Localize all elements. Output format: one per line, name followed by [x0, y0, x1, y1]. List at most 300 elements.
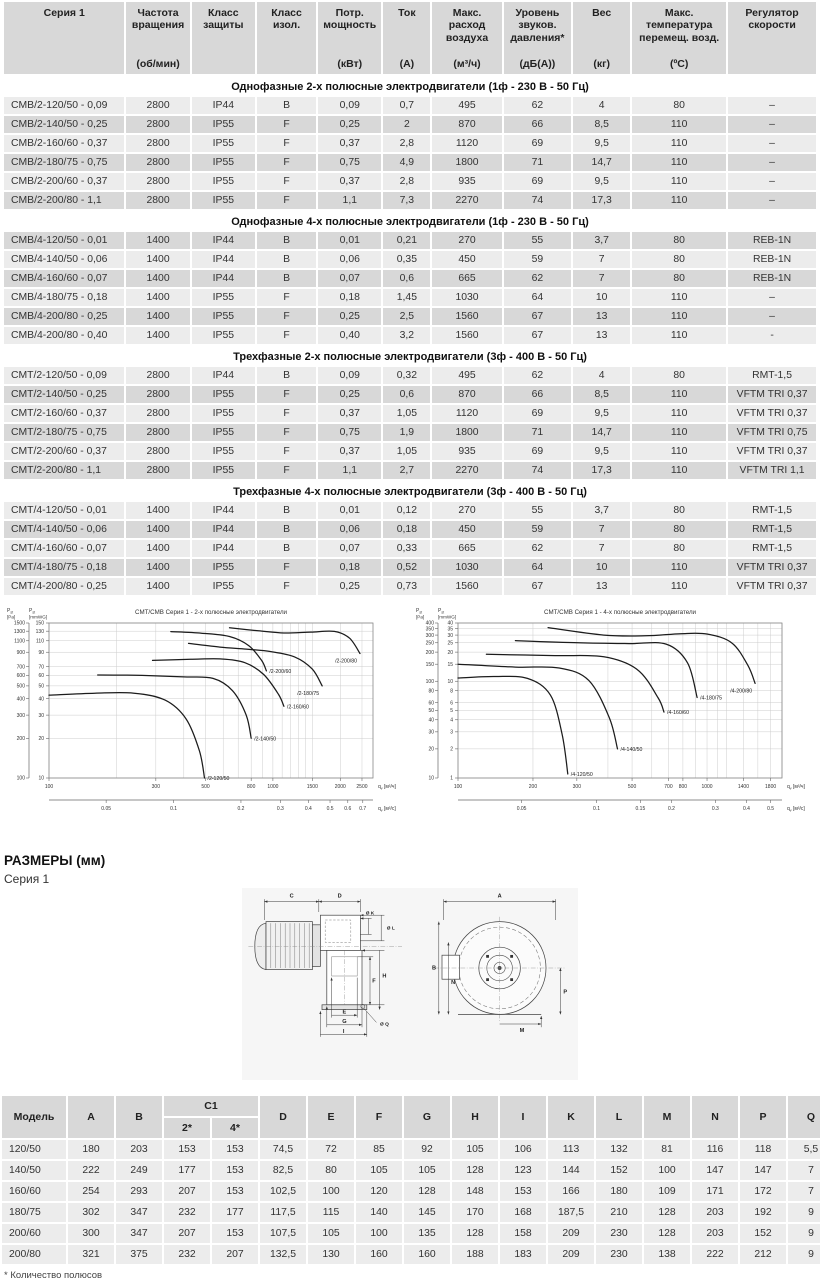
svg-text:CMT/CMB Серия 1 - 2-х полюсны: CMT/CMB Серия 1 - 2-х полюсные электродвигатели: [134, 609, 288, 616]
spec-cell: CMT/2-160/60 - 0,37: [4, 405, 124, 422]
spec-cell: IP44: [192, 521, 255, 538]
spec-cell: –: [728, 135, 816, 152]
svg-text:1800: 1800: [765, 784, 777, 790]
spec-cell: B: [257, 270, 316, 287]
curve-label: /2-120/50: [207, 776, 230, 782]
dims-cell: 132,5: [260, 1245, 306, 1264]
spec-cell: 1400: [126, 289, 189, 306]
spec-cell: 0,7: [383, 97, 430, 114]
dims-cell: 203: [692, 1224, 738, 1243]
dims-cell: 128: [404, 1182, 450, 1201]
svg-text:70: 70: [38, 664, 44, 671]
spec-cell: 110: [632, 559, 726, 576]
spec-cell: IP55: [192, 116, 255, 133]
spec-cell: F: [257, 424, 316, 441]
svg-text:Pst: $P_{st}$: [7, 608, 14, 615]
spec-cell: B: [257, 367, 316, 384]
spec-cell: CMB/4-140/50 - 0,06: [4, 251, 124, 268]
dims-cell: 138: [644, 1245, 690, 1264]
svg-text:qv [м³/ч]: $q_v$ [м³/ч]: [378, 784, 396, 791]
dims-cell: 123: [500, 1161, 546, 1180]
svg-text:100: 100: [44, 784, 54, 790]
spec-cell: CMB/2-200/60 - 0,37: [4, 173, 124, 190]
svg-text:15: 15: [447, 661, 453, 668]
spec-column-header: Макс. расход воздуха (м³/ч): [432, 2, 501, 74]
dims-cell: 100: [308, 1182, 354, 1201]
spec-cell: 110: [632, 173, 726, 190]
spec-cell: 69: [504, 405, 571, 422]
fan-curve: [171, 632, 267, 671]
spec-cell: VFTM TRI 0,75: [728, 424, 816, 441]
spec-cell: 2800: [126, 462, 189, 479]
spec-cell: 80: [632, 270, 726, 287]
section-title: Трехфазные 2-х полюсные электродвигатели (3ф - 400 В - 50 Гц): [4, 346, 816, 365]
spec-cell: 0,21: [383, 232, 430, 249]
dims-cell: 115: [308, 1203, 354, 1222]
spec-cell: 1400: [126, 502, 189, 519]
dims-cell: 249: [116, 1161, 162, 1180]
spec-cell: CMT/4-120/50 - 0,01: [4, 502, 124, 519]
spec-cell: 2800: [126, 135, 189, 152]
spec-cell: 0,75: [318, 154, 381, 171]
spec-row: [4, 135, 816, 152]
curve-label: /2-140/50: [254, 736, 277, 743]
spec-cell: 665: [432, 540, 501, 557]
spec-cell: IP55: [192, 386, 255, 403]
spec-cell: CMB/4-120/50 - 0,01: [4, 232, 124, 249]
spec-cell: 2,7: [383, 462, 430, 479]
fan-curve: [458, 676, 568, 774]
dims-cell: 106: [500, 1140, 546, 1159]
spec-row: [4, 559, 816, 576]
spec-cell: F: [257, 578, 316, 595]
svg-text:0.4: 0.4: [304, 806, 312, 812]
curve-label: /4-140/50: [620, 746, 643, 753]
dims-cell: 222: [692, 1245, 738, 1264]
spec-cell: 64: [504, 289, 571, 306]
spec-cell: 1030: [432, 559, 501, 576]
spec-cell: 0,73: [383, 578, 430, 595]
dims-cell: 7: [788, 1161, 820, 1180]
dims-cell: 230: [596, 1245, 642, 1264]
curve-label: /4-160/60: [667, 710, 689, 717]
svg-text:100: 100: [453, 784, 463, 790]
spec-cell: 1800: [432, 154, 501, 171]
svg-text:200: 200: [528, 784, 538, 790]
dims-header: L: [596, 1096, 642, 1138]
dims-cell: 210: [596, 1203, 642, 1222]
spec-cell: F: [257, 289, 316, 306]
svg-text:1000: 1000: [267, 784, 279, 790]
svg-text:700: 700: [664, 784, 673, 790]
svg-text:800: 800: [247, 784, 256, 790]
spec-cell: IP55: [192, 308, 255, 325]
dims-cell: 74,5: [260, 1140, 306, 1159]
spec-row: [4, 232, 816, 249]
spec-row: [4, 270, 816, 287]
dims-cell: 207: [164, 1182, 210, 1201]
spec-cell: CMB/2-180/75 - 0,75: [4, 154, 124, 171]
spec-cell: CMT/2-120/50 - 0,09: [4, 367, 124, 384]
svg-text:0.05: 0.05: [516, 806, 527, 812]
spec-cell: CMT/4-200/80 - 0,25: [4, 578, 124, 595]
dims-cell: 120: [356, 1182, 402, 1201]
spec-cell: 2270: [432, 462, 501, 479]
spec-cell: 0,06: [318, 251, 381, 268]
spec-cell: 4: [573, 97, 630, 114]
spec-cell: 870: [432, 116, 501, 133]
svg-text:20: 20: [447, 649, 453, 656]
dims-row: [2, 1245, 820, 1264]
svg-text:40: 40: [428, 717, 434, 724]
spec-cell: 0,18: [318, 289, 381, 306]
spec-cell: RMT-1,5: [728, 502, 816, 519]
svg-text:0.3: 0.3: [276, 806, 284, 812]
section-title: Однофазные 4-х полюсные электродвигатели (1ф - 230 В - 50 Гц): [4, 211, 816, 230]
dims-cell: 183: [500, 1245, 546, 1264]
dims-cell: 160: [356, 1245, 402, 1264]
spec-cell: F: [257, 327, 316, 344]
dims-row: [2, 1203, 820, 1222]
spec-cell: REB-1N: [728, 251, 816, 268]
spec-cell: 1120: [432, 405, 501, 422]
dims-cell: 347: [116, 1203, 162, 1222]
svg-text:300: 300: [425, 632, 434, 639]
spec-row: [4, 386, 816, 403]
spec-cell: IP55: [192, 424, 255, 441]
spec-cell: 67: [504, 578, 571, 595]
spec-cell: –: [728, 289, 816, 306]
spec-cell: 8,5: [573, 386, 630, 403]
spec-cell: 17,3: [573, 192, 630, 209]
dims-cell: 203: [692, 1203, 738, 1222]
dims-cell: 100: [644, 1161, 690, 1180]
dims-cell: 82,5: [260, 1161, 306, 1180]
spec-cell: 2,8: [383, 135, 430, 152]
dim-label-l: Ø L: [386, 926, 395, 932]
spec-column-header: Макс. температура перемещ. возд. (ºС): [632, 2, 726, 74]
spec-row: [4, 367, 816, 384]
spec-cell: 0,6: [383, 386, 430, 403]
spec-cell: CMB/2-140/50 - 0,25: [4, 116, 124, 133]
svg-text:0.3: 0.3: [711, 806, 719, 812]
dims-header: K: [548, 1096, 594, 1138]
spec-cell: 2800: [126, 367, 189, 384]
spec-cell: 1560: [432, 308, 501, 325]
svg-text:100: 100: [425, 678, 434, 685]
spec-row: [4, 424, 816, 441]
spec-column-header: Серия 1: [4, 2, 124, 74]
dims-cell: 172: [740, 1182, 786, 1201]
spec-cell: 110: [632, 327, 726, 344]
spec-row: [4, 462, 816, 479]
fan-curve: [515, 641, 697, 698]
svg-text:60: 60: [428, 700, 434, 707]
dims-header: F: [356, 1096, 402, 1138]
spec-column-header: Потр. мощность (кВт): [318, 2, 381, 74]
dims-cell: 128: [452, 1161, 498, 1180]
dims-cell: 160/60: [2, 1182, 66, 1201]
svg-text:0.5: 0.5: [767, 806, 775, 812]
dims-cell: 207: [164, 1224, 210, 1243]
spec-cell: IP55: [192, 173, 255, 190]
dims-cell: 128: [644, 1224, 690, 1243]
svg-text:25: 25: [447, 640, 453, 647]
spec-row: [4, 289, 816, 306]
spec-cell: 1560: [432, 578, 501, 595]
spec-cell: VFTM TRI 0,37: [728, 559, 816, 576]
svg-text:900: 900: [16, 649, 25, 656]
svg-text:350: 350: [425, 626, 434, 633]
spec-cell: RMT-1,5: [728, 521, 816, 538]
spec-cell: VFTM TRI 1,1: [728, 462, 816, 479]
spec-cell: 0,07: [318, 270, 381, 287]
dimensions-drawing: [242, 888, 578, 1080]
dims-cell: 209: [548, 1224, 594, 1243]
dim-label-h: H: [382, 973, 387, 980]
spec-cell: 935: [432, 443, 501, 460]
spec-cell: 69: [504, 135, 571, 152]
dims-cell: 180/75: [2, 1203, 66, 1222]
dim-label-b: B: [431, 965, 437, 972]
svg-text:0.6: 0.6: [344, 806, 352, 812]
section-title: Трехфазные 4-х полюсные электродвигатели (3ф - 400 В - 50 Гц): [4, 481, 816, 500]
spec-row: [4, 540, 816, 557]
svg-text:300: 300: [572, 784, 581, 790]
spec-column-header: Уровень звуков. давления* (дБ(А)): [504, 2, 571, 74]
spec-cell: 0,25: [318, 116, 381, 133]
spec-row: [4, 116, 816, 133]
spec-cell: 110: [632, 154, 726, 171]
svg-text:30: 30: [38, 712, 44, 719]
spec-cell: CMB/4-200/80 - 0,40: [4, 327, 124, 344]
spec-cell: 80: [632, 521, 726, 538]
svg-text:130: 130: [35, 628, 44, 635]
dims-cell: 254: [68, 1182, 114, 1201]
dim-label-p: P: [563, 989, 568, 996]
spec-cell: 80: [632, 251, 726, 268]
spec-cell: 1560: [432, 327, 501, 344]
dims-header: H: [452, 1096, 498, 1138]
svg-text:2500: 2500: [356, 784, 368, 790]
svg-text:600: 600: [16, 673, 25, 680]
spec-cell: 1400: [126, 270, 189, 287]
svg-text:qv [м³/с]: $q_v$ [м³/с]: [787, 806, 805, 813]
dims-cell: 180: [68, 1140, 114, 1159]
spec-cell: 14,7: [573, 154, 630, 171]
dims-cell: 153: [212, 1140, 258, 1159]
spec-cell: 2800: [126, 386, 189, 403]
dims-cell: 80: [308, 1161, 354, 1180]
dims-cell: 200/80: [2, 1245, 66, 1264]
spec-cell: 0,32: [383, 367, 430, 384]
dims-cell: 9: [788, 1203, 820, 1222]
svg-text:Pst: $P_{st}$: [438, 608, 445, 615]
dims-row: [2, 1140, 820, 1159]
fan-curve: [189, 643, 323, 685]
spec-cell: 69: [504, 443, 571, 460]
dims-cell: 102,5: [260, 1182, 306, 1201]
spec-cell: RMT-1,5: [728, 367, 816, 384]
svg-text:20: 20: [38, 736, 44, 743]
spec-cell: 74: [504, 462, 571, 479]
spec-cell: 1400: [126, 251, 189, 268]
dim-label-e: E: [342, 1009, 347, 1016]
svg-text:1500: 1500: [13, 620, 25, 627]
spec-cell: 1120: [432, 135, 501, 152]
dims-cell: 128: [644, 1203, 690, 1222]
spec-cell: 0,40: [318, 327, 381, 344]
spec-cell: 665: [432, 270, 501, 287]
dims-cell: 81: [644, 1140, 690, 1159]
dims-cell: 113: [548, 1140, 594, 1159]
dims-cell: 116: [692, 1140, 738, 1159]
spec-table: [2, 0, 818, 597]
dims-cell: 128: [452, 1224, 498, 1243]
svg-text:1: 1: [450, 775, 453, 782]
dims-header: A: [68, 1096, 114, 1138]
spec-cell: CMB/4-200/80 - 0,25: [4, 308, 124, 325]
spec-cell: 74: [504, 192, 571, 209]
spec-cell: 110: [632, 289, 726, 306]
spec-cell: 0,07: [318, 540, 381, 557]
svg-text:6: 6: [450, 700, 453, 707]
spec-cell: CMT/2-180/75 - 0,75: [4, 424, 124, 441]
spec-cell: 2800: [126, 405, 189, 422]
spec-cell: 66: [504, 116, 571, 133]
spec-cell: F: [257, 154, 316, 171]
curve-label: /2-160/60: [286, 704, 309, 711]
spec-cell: IP55: [192, 154, 255, 171]
curve-label: /4-200/80: [730, 688, 753, 695]
curve-label: /2-200/60: [269, 668, 292, 675]
spec-cell: 80: [632, 540, 726, 557]
spec-row: [4, 192, 816, 209]
spec-cell: CMB/2-200/80 - 1,1: [4, 192, 124, 209]
curve-label: /4-180/75: [700, 695, 722, 702]
spec-cell: 110: [632, 443, 726, 460]
spec-cell: 110: [632, 462, 726, 479]
spec-cell: 2800: [126, 173, 189, 190]
dims-subheader: 4*: [212, 1118, 258, 1138]
spec-cell: 1,45: [383, 289, 430, 306]
svg-text:800: 800: [678, 784, 688, 790]
spec-cell: CMT/4-160/60 - 0,07: [4, 540, 124, 557]
dims-cell: 158: [500, 1224, 546, 1243]
section-title-row: [4, 481, 816, 500]
dims-cell: 177: [212, 1203, 258, 1222]
spec-cell: –: [728, 192, 816, 209]
spec-cell: CMB/4-160/60 - 0,07: [4, 270, 124, 287]
spec-cell: CMB/2-160/60 - 0,37: [4, 135, 124, 152]
spec-cell: 3,2: [383, 327, 430, 344]
dims-cell: 302: [68, 1203, 114, 1222]
spec-row: [4, 327, 816, 344]
dims-cell: 120/50: [2, 1140, 66, 1159]
dim-label-a: A: [497, 893, 502, 900]
spec-cell: B: [257, 502, 316, 519]
spec-cell: 270: [432, 232, 501, 249]
spec-cell: 110: [632, 308, 726, 325]
section-title: Однофазные 2-х полюсные электродвигатели (1ф - 230 В - 50 Гц): [4, 76, 816, 95]
spec-cell: VFTM TRI 0,37: [728, 578, 816, 595]
spec-cell: CMB/2-120/50 - 0,09: [4, 97, 124, 114]
spec-cell: F: [257, 386, 316, 403]
spec-cell: 71: [504, 154, 571, 171]
dim-label-m: M: [519, 1028, 525, 1034]
spec-cell: –: [728, 154, 816, 171]
spec-cell: 9,5: [573, 173, 630, 190]
spec-cell: 0,25: [318, 386, 381, 403]
svg-text:0.05: 0.05: [101, 806, 112, 812]
spec-cell: B: [257, 540, 316, 557]
spec-cell: 0,09: [318, 97, 381, 114]
spec-cell: 0,37: [318, 443, 381, 460]
spec-cell: 0,09: [318, 367, 381, 384]
svg-text:4: 4: [450, 717, 453, 724]
spec-cell: 0,01: [318, 502, 381, 519]
spec-cell: 270: [432, 502, 501, 519]
spec-cell: CMT/2-200/80 - 1,1: [4, 462, 124, 479]
dims-cell: 144: [548, 1161, 594, 1180]
spec-cell: 0,25: [318, 308, 381, 325]
spec-cell: CMB/4-180/75 - 0,18: [4, 289, 124, 306]
dim-label-k: Ø K: [365, 911, 375, 917]
dim-label-d: D: [337, 893, 342, 900]
spec-cell: 110: [632, 424, 726, 441]
dims-cell: 171: [692, 1182, 738, 1201]
spec-cell: 2800: [126, 192, 189, 209]
spec-cell: 0,35: [383, 251, 430, 268]
spec-cell: 62: [504, 367, 571, 384]
spec-cell: 10: [573, 289, 630, 306]
svg-text:400: 400: [425, 620, 434, 627]
spec-cell: VFTM TRI 0,37: [728, 386, 816, 403]
dims-cell: 118: [740, 1140, 786, 1159]
dims-cell: 132: [596, 1140, 642, 1159]
drawing-svg: [242, 888, 578, 1080]
spec-cell: 0,33: [383, 540, 430, 557]
spec-cell: 0,06: [318, 521, 381, 538]
dims-cell: 200/60: [2, 1224, 66, 1243]
spec-cell: 0,37: [318, 173, 381, 190]
dims-cell: 153: [212, 1161, 258, 1180]
spec-cell: 0,25: [318, 578, 381, 595]
spec-cell: F: [257, 173, 316, 190]
spec-cell: 59: [504, 521, 571, 538]
spec-column-header: Класс защиты: [192, 2, 255, 74]
spec-column-header: Регулятор скорости: [728, 2, 816, 74]
dims-header-group: C1: [164, 1096, 258, 1116]
spec-cell: –: [728, 97, 816, 114]
spec-cell: 3,7: [573, 232, 630, 249]
dims-cell: 9: [788, 1245, 820, 1264]
spec-cell: 7: [573, 251, 630, 268]
dims-cell: 148: [452, 1182, 498, 1201]
svg-text:10: 10: [38, 775, 44, 782]
spec-cell: 80: [632, 367, 726, 384]
dims-cell: 300: [68, 1224, 114, 1243]
spec-cell: 1400: [126, 232, 189, 249]
svg-text:qv [м³/с]: $q_v$ [м³/с]: [378, 806, 396, 813]
svg-text:Pst: $P_{st}$: [29, 608, 36, 615]
spec-cell: IP55: [192, 462, 255, 479]
dim-label-q: Ø Q: [380, 1022, 389, 1028]
dims-cell: 153: [164, 1140, 210, 1159]
dims-header: B: [116, 1096, 162, 1138]
spec-cell: 9,5: [573, 405, 630, 422]
spec-cell: 8,5: [573, 116, 630, 133]
